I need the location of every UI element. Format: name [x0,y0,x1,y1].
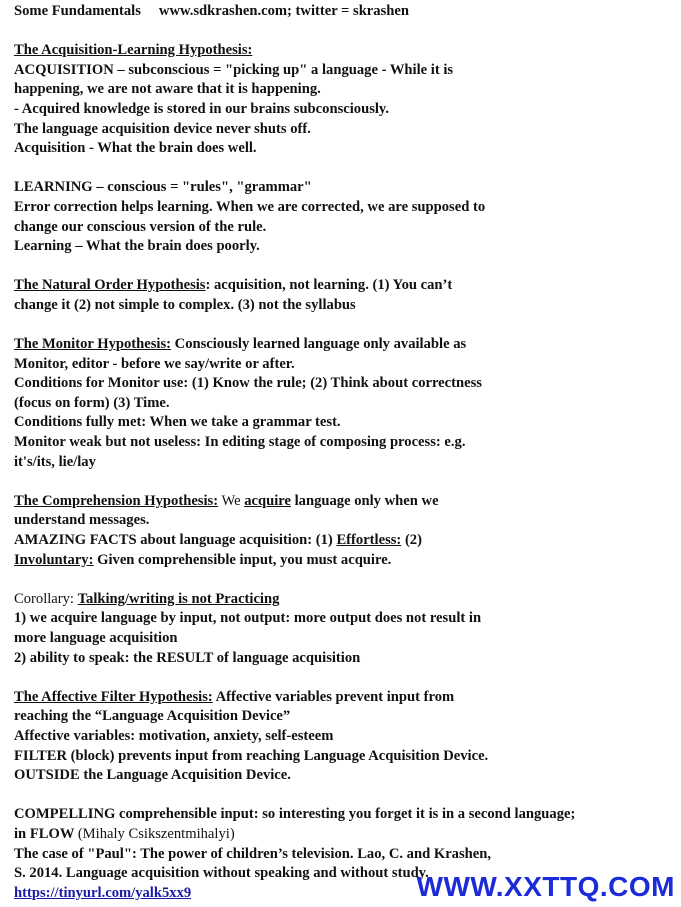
comprehension-text: We [218,492,245,509]
compelling-text: in FLOW [14,825,78,842]
monitor-text: Consciously learned language only available as [171,336,467,353]
corollary-label: Corollary: [14,590,78,607]
corollary-line: more language acquisition [14,630,178,646]
compelling-line: COMPELLING comprehensible input: so interesting you forget it is in a second language; [14,806,576,823]
comprehension-text: (2) [401,532,422,549]
monitor-line [14,335,676,355]
acq-learning-line: change our conscious version of the rule. [14,218,267,235]
tinyurl-link[interactable]: https://tinyurl.com/yalk5xx9 [14,884,192,901]
affective-line: OUTSIDE the Language Acquisition Device. [14,767,291,784]
acq-learning-line: Acquisition - What the brain does well. [14,140,257,157]
monitor-line: it's/its, lie/lay [14,453,96,470]
monitor-line: Conditions fully met: When we take a grammar test. [14,414,341,431]
corollary-line [14,590,676,610]
monitor-line: Monitor weak but not useless: In editing stage of composing process: e.g. [14,434,466,451]
website-link[interactable]: www.sdkrashen.com [158,3,288,19]
header-line [14,2,676,22]
affective-line [14,688,676,708]
comprehension-effortless: Effortless: [336,532,402,549]
document-title: Some Fundamentals [14,3,141,19]
compelling-line [14,825,676,845]
acq-learning-line: The language acquisition device never shuts off. [14,120,311,137]
acq-learning-line: happening, we are not aware that it is happening. [14,81,321,98]
affective-line: reaching the “Language Acquisition Device” [14,708,291,725]
monitor-heading: The Monitor Hypothesis: [14,336,172,353]
twitter-handle: ; twitter = skrashen [287,3,409,19]
affective-heading: The Affective Filter Hypothesis: [14,688,213,705]
natural-order-line [14,276,676,296]
acq-learning-line: Error correction helps learning. When we are corrected, we are supposed to [14,198,486,215]
compelling-line: S. 2014. Language acquisition without speaking and without study. [14,865,429,882]
corollary-heading: Talking/writing is not Practicing [77,590,280,607]
comprehension-acquire: acquire [244,492,291,509]
monitor-line: Monitor, editor - before we say/write or after. [14,355,295,372]
corollary-line: 1) we acquire language by input, not output: more output does not result in [14,610,482,627]
acq-learning-line: - Acquired knowledge is stored in our brains subconsciously. [14,100,390,117]
natural-order-line: change it (2) not simple to complex. (3) not the syllabus [14,296,356,313]
comprehension-line [14,531,676,551]
comprehension-text: AMAZING FACTS about language acquisition: (1) [14,532,337,549]
natural-order-heading: The Natural Order Hypothesis [14,277,206,294]
monitor-line: Conditions for Monitor use: (1) Know the rule; (2) Think about correctness [14,375,482,392]
affective-line: FILTER (block) prevents input from reaching Language Acquisition Device. [14,747,489,764]
compelling-line: The case of "Paul": The power of children’s television. Lao, C. and Krashen, [14,845,492,862]
compelling-author: (Mihaly Csikszentmihalyi) [77,825,235,842]
affective-line: Affective variables: motivation, anxiety, self-esteem [14,727,334,744]
acq-learning-heading: The Acquisition-Learning Hypothesis: [14,42,253,59]
watermark: WWW.XXTTQ.COM [416,871,675,902]
acq-learning-line: ACQUISITION – subconscious = "picking up" a language - While it is [14,61,454,78]
document-page [14,2,676,903]
acq-learning-line: LEARNING – conscious = "rules", "grammar" [14,179,312,196]
comprehension-line [14,492,676,512]
acq-learning-line: Learning – What the brain does poorly. [14,238,260,255]
corollary-line: 2) ability to speak: the RESULT of language acquisition [14,649,361,666]
comprehension-text: Given comprehensible input, you must acquire. [93,551,392,568]
comprehension-line [14,551,676,571]
comprehension-involuntary: Involuntary: [14,551,94,568]
affective-text: Affective variables prevent input from [212,688,455,705]
comprehension-line: understand messages. [14,512,150,529]
monitor-line: (focus on form) (3) Time. [14,394,170,411]
comprehension-text: language only when we [290,492,439,509]
natural-order-text: : acquisition, not learning. (1) You can’t [205,277,453,294]
comprehension-heading: The Comprehension Hypothesis: [14,492,219,509]
